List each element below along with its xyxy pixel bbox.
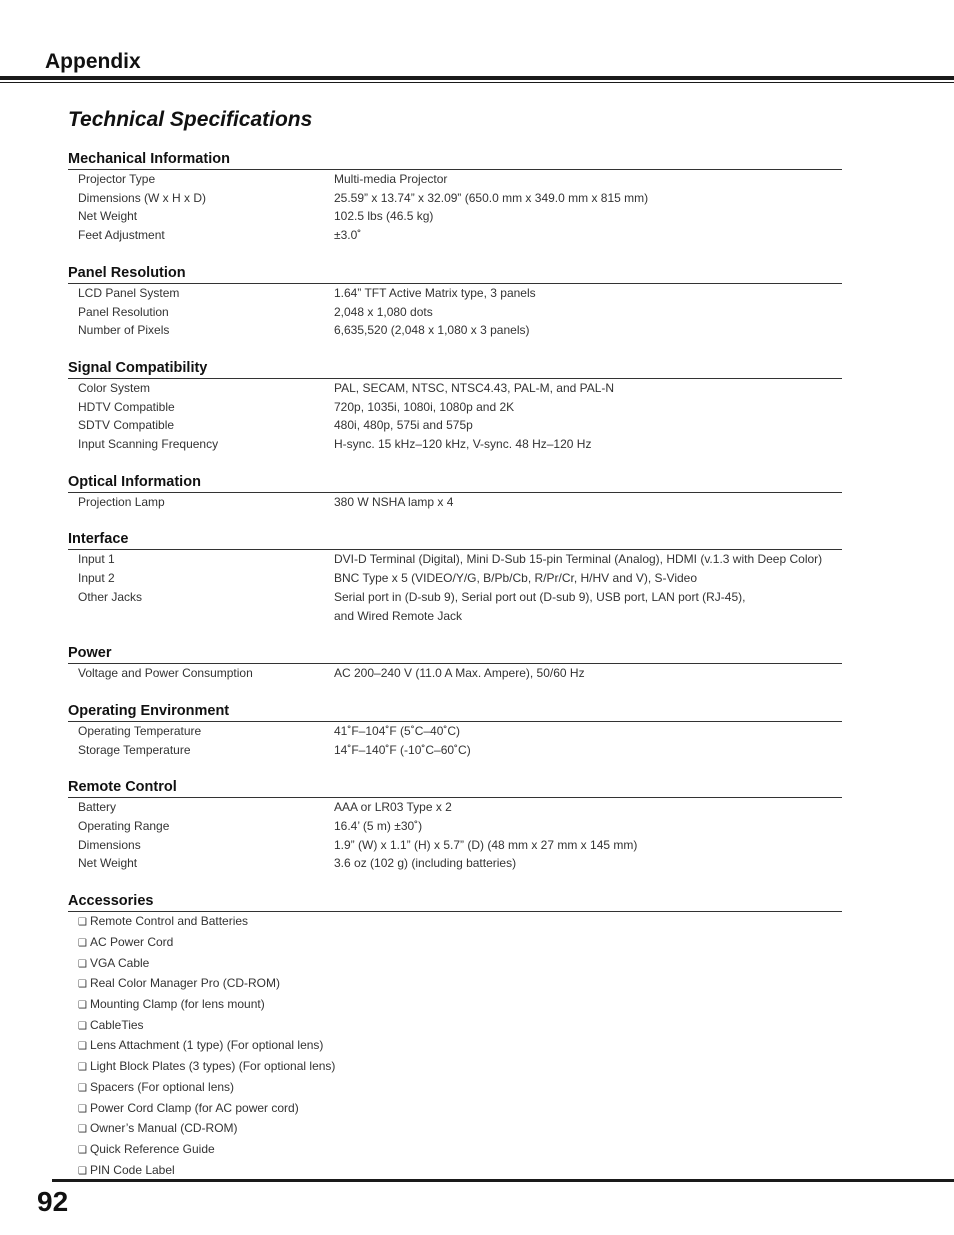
spec-value: BNC Type x 5 (VIDEO/Y/G, B/Pb/Cb, R/Pr/Cr, H/HV and V), S-Video	[334, 571, 698, 586]
spec-label: Voltage and Power Consumption	[78, 666, 253, 681]
spec-label: Storage Temperature	[78, 742, 191, 757]
accessory-label: Light Block Plates (3 types) (For optional lens)	[89, 1059, 336, 1074]
accessory-label: CableTies	[89, 1017, 144, 1032]
page-title: Technical Specifications	[68, 108, 313, 131]
spec-row	[68, 207, 842, 226]
accessory-label: Remote Control and Batteries	[89, 914, 249, 929]
spec-section	[68, 262, 842, 340]
spec-label: Color System	[78, 380, 151, 395]
section-rows	[68, 664, 842, 683]
checkbox-icon: ❑	[78, 1082, 87, 1094]
spec-label: SDTV Compatible	[78, 418, 175, 433]
accessory-item	[68, 974, 842, 995]
section-title: Interface	[68, 528, 842, 550]
spec-row	[68, 321, 842, 340]
accessories-list	[68, 912, 842, 1181]
spec-value: 380 W NSHA lamp x 4	[334, 494, 454, 509]
spec-value: 2,048 x 1,080 dots	[334, 304, 433, 319]
spec-section	[68, 700, 842, 759]
checkbox-icon: ❑	[78, 937, 87, 949]
accessory-item	[68, 1078, 842, 1099]
accessory-label: Real Color Manager Pro (CD-ROM)	[89, 976, 281, 991]
spec-row	[68, 836, 842, 855]
spec-row	[68, 741, 842, 760]
accessory-item	[68, 954, 842, 975]
spec-row	[68, 435, 842, 454]
spec-row	[68, 379, 842, 398]
checkbox-icon: ❑	[78, 1062, 87, 1074]
spec-label: Panel Resolution	[78, 304, 169, 319]
spec-sections	[68, 148, 842, 1198]
section-rows	[68, 284, 842, 340]
spec-label: Input 2	[78, 571, 115, 586]
spec-label: Projection Lamp	[78, 494, 165, 509]
spec-value: AC 200–240 V (11.0 A Max. Ampere), 50/60 Hz	[334, 666, 585, 681]
spec-row	[68, 284, 842, 303]
checkbox-icon: ❑	[78, 1041, 87, 1053]
accessory-item	[68, 1140, 842, 1161]
checkbox-icon: ❑	[78, 999, 87, 1011]
accessory-label: Lens Attachment (1 type) (For optional lens)	[89, 1038, 324, 1053]
checkbox-icon: ❑	[78, 1103, 87, 1115]
accessory-label: Mounting Clamp (for lens mount)	[89, 996, 265, 1011]
accessory-item	[68, 995, 842, 1016]
accessory-item	[68, 933, 842, 954]
section-list	[68, 148, 842, 873]
checkbox-icon: ❑	[78, 979, 87, 991]
section-rows	[68, 170, 842, 245]
spec-label: Feet Adjustment	[78, 228, 165, 243]
section-rows	[68, 550, 842, 625]
spec-value: DVI-D Terminal (Digital), Mini D-Sub 15-pin Terminal (Analog), HDMI (v.1.3 with Deep Color)	[334, 552, 823, 567]
spec-value: 25.59” x 13.74” x 32.09” (650.0 mm x 349.0 mm x 815 mm)	[334, 190, 649, 205]
spec-row	[68, 817, 842, 836]
accessory-item	[68, 912, 842, 933]
accessory-label: PIN Code Label	[89, 1162, 175, 1177]
checkbox-icon: ❑	[78, 958, 87, 970]
section-rows	[68, 722, 842, 759]
accessories-title: Accessories	[68, 890, 842, 912]
accessory-item	[68, 1119, 842, 1140]
accessory-label: Quick Reference Guide	[89, 1141, 215, 1156]
checkbox-icon: ❑	[78, 917, 87, 929]
spec-row	[68, 303, 842, 322]
spec-value: Multi-media Projector	[334, 172, 448, 186]
spec-row	[68, 416, 842, 435]
accessory-label: Power Cord Clamp (for AC power cord)	[89, 1100, 299, 1115]
accessory-item	[68, 1036, 842, 1057]
spec-section	[68, 776, 842, 873]
section-title: Remote Control	[68, 776, 842, 798]
spec-value: 1.64” TFT Active Matrix type, 3 panels	[334, 285, 536, 300]
spec-label: Dimensions	[78, 837, 141, 852]
spec-value: 16.4’ (5 m) ±30˚)	[334, 819, 423, 834]
spec-row	[68, 170, 842, 189]
checkbox-icon: ❑	[78, 1165, 87, 1177]
section-title: Operating Environment	[68, 700, 842, 722]
spec-label: LCD Panel System	[78, 285, 180, 300]
spec-value: PAL, SECAM, NTSC, NTSC4.43, PAL-M, and PAL-N	[334, 380, 615, 395]
checkbox-icon: ❑	[78, 1124, 87, 1136]
spec-label: Other Jacks	[78, 589, 143, 604]
spec-row	[68, 493, 842, 512]
spec-label: Operating Temperature	[78, 723, 202, 738]
spec-section	[68, 148, 842, 245]
spec-label: Dimensions (W x H x D)	[78, 190, 207, 205]
section-rows	[68, 798, 842, 873]
accessory-label: AC Power Cord	[89, 934, 174, 949]
header-rule-thin	[0, 82, 954, 83]
section-title: Signal Compatibility	[68, 357, 842, 379]
section-rows	[68, 379, 842, 454]
spec-value: AAA or LR03 Type x 2	[334, 800, 452, 815]
spec-label: Projector Type	[78, 172, 156, 186]
spec-label: Net Weight	[78, 209, 138, 224]
spec-value: 41˚F–104˚F (5˚C–40˚C)	[334, 723, 461, 738]
spec-value: 1.9” (W) x 1.1” (H) x 5.7” (D) (48 mm x 27 mm x 145 mm)	[334, 837, 638, 852]
spec-section	[68, 357, 842, 454]
spec-label: HDTV Compatible	[78, 399, 175, 414]
spec-value: 480i, 480p, 575i and 575p	[334, 418, 473, 433]
spec-value: 720p, 1035i, 1080i, 1080p and 2K	[334, 399, 515, 414]
spec-row	[68, 722, 842, 741]
spec-row	[68, 569, 842, 588]
spec-value: 6,635,520 (2,048 x 1,080 x 3 panels)	[334, 323, 530, 338]
spec-section	[68, 528, 842, 625]
spec-label: Operating Range	[78, 819, 170, 834]
spec-value: H-sync. 15 kHz–120 kHz, V-sync. 48 Hz–120 Hz	[334, 437, 592, 452]
spec-label	[68, 607, 334, 626]
section-title: Power	[68, 642, 842, 664]
accessory-item	[68, 1016, 842, 1037]
spec-row	[68, 226, 842, 245]
checkbox-icon: ❑	[78, 1020, 87, 1032]
spec-label: Net Weight	[78, 856, 138, 871]
section-title: Optical Information	[68, 471, 842, 493]
spec-label: Input 1	[78, 552, 115, 567]
header-section-label: Appendix	[45, 50, 141, 73]
spec-value: ±3.0˚	[334, 228, 362, 243]
spec-row	[68, 798, 842, 817]
spec-label: Battery	[78, 800, 117, 815]
spec-value: 14˚F–140˚F (-10˚C–60˚C)	[334, 742, 471, 757]
spec-row	[68, 550, 842, 569]
accessory-label: Spacers (For optional lens)	[89, 1079, 235, 1094]
header-rule	[0, 76, 954, 80]
section-title: Panel Resolution	[68, 262, 842, 284]
spec-row	[68, 398, 842, 417]
accessory-label: VGA Cable	[89, 955, 150, 970]
spec-section	[68, 471, 842, 512]
footer-rule	[52, 1179, 954, 1182]
accessory-item	[68, 1099, 842, 1120]
spec-row	[68, 664, 842, 683]
spec-value: 3.6 oz (102 g) (including batteries)	[334, 856, 517, 871]
page-number: 92	[37, 1186, 69, 1217]
spec-value: 102.5 lbs (46.5 kg)	[334, 209, 434, 224]
section-title: Mechanical Information	[68, 148, 842, 170]
accessory-item	[68, 1057, 842, 1078]
spec-value: Serial port in (D-sub 9), Serial port out (D-sub 9), USB port, LAN port (RJ-45),	[334, 589, 746, 604]
spec-row	[68, 189, 842, 208]
spec-label: Input Scanning Frequency	[78, 437, 219, 452]
spec-value: and Wired Remote Jack	[334, 608, 463, 623]
spec-row	[68, 607, 842, 626]
accessory-label: Owner’s Manual (CD-ROM)	[89, 1121, 238, 1136]
spec-row	[68, 854, 842, 873]
spec-row	[68, 588, 842, 607]
spec-label: Number of Pixels	[78, 323, 170, 338]
section-rows	[68, 493, 842, 512]
checkbox-icon: ❑	[78, 1144, 87, 1156]
spec-section	[68, 642, 842, 683]
accessories-section	[68, 890, 842, 1181]
